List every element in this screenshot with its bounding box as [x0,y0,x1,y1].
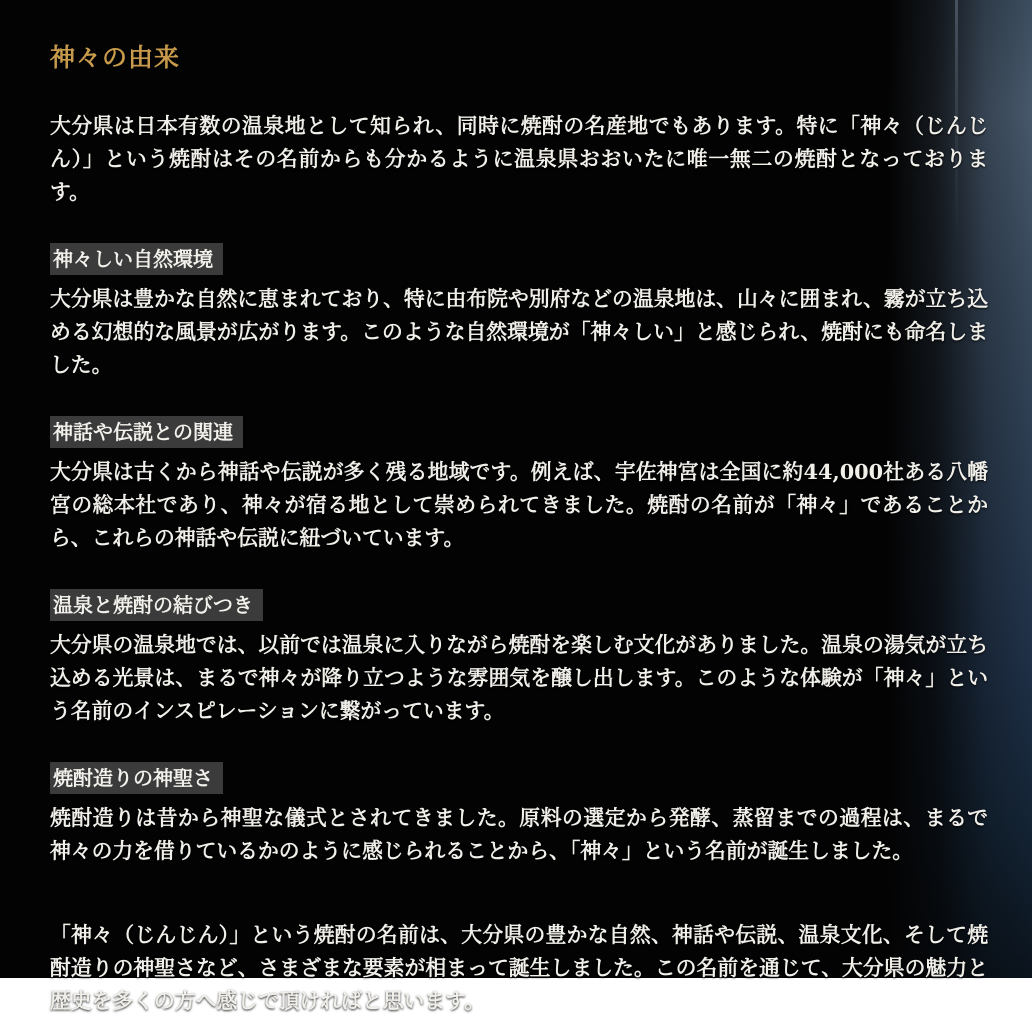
section-sacredness-of-brewing [50,767,986,867]
section-onsen-shochu-connection [50,594,986,727]
section-heading [50,248,986,270]
section-body: 大分県の温泉地では、以前では温泉に入りながら焼酎を楽しむ文化がありました。温泉の湯気が立ち込める光景は、まるで神々が降り立つような雰囲気を醸し出します。このような体験が「神々」という名前のインスピレーションに繋がっています。 [50,632,988,723]
section-body: 大分県は古くから神話や伝説が多く残る地域です。例えば、宇佐神宮は全国に約44,000社ある八幡宮の総本社であり、神々が宿る地として崇められてきました。焼酎の名前が「神々」であることから、これらの神話や伝説に紐づいています。 [50,459,988,550]
section-heading [50,767,986,789]
section-heading-text: 神話や伝説との関連 [50,416,243,448]
section-heading-text: 温泉と焼酎の結びつき [50,589,263,621]
conclusion-paragraph: 「神々（じんじん）」という焼酎の名前は、大分県の豊かな自然、神話や伝説、温泉文化、そして焼酎造りの神聖さなど、さまざまな要素が相まって誕生しました。この名前を通じて、大分県の魅力と歴史を多くの方へ感じで頂ければと思います。 [50,922,988,1013]
section-myths-legends [50,421,986,554]
section-heading-text: 焼酎造りの神聖さ [50,762,223,794]
section-body: 焼酎造りは昔から神聖な儀式とされてきました。原料の選定から発酵、蒸留までの過程は、まるで神々の力を借りているかのように感じられることから、「神々」という名前が誕生しました。 [50,805,988,863]
section-heading-text: 神々しい自然環境 [50,243,223,275]
intro-paragraph: 大分県は日本有数の温泉地として知られ、同時に焼酎の名産地でもあります。特に「神々（じんじん）」という焼酎はその名前からも分かるように温泉県おおいたに唯一無二の焼酎となっております。 [50,113,988,204]
section-heading [50,421,986,443]
section-heading [50,594,986,616]
page-title: 神々の由来 [50,43,181,72]
section-natural-environment [50,248,986,381]
section-body: 大分県は豊かな自然に恵まれており、特に由布院や別府などの温泉地は、山々に囲まれ、霧が立ち込める幻想的な風景が広がります。このような自然環境が「神々しい」と感じられ、焼酎にも命名しました。 [50,286,988,377]
